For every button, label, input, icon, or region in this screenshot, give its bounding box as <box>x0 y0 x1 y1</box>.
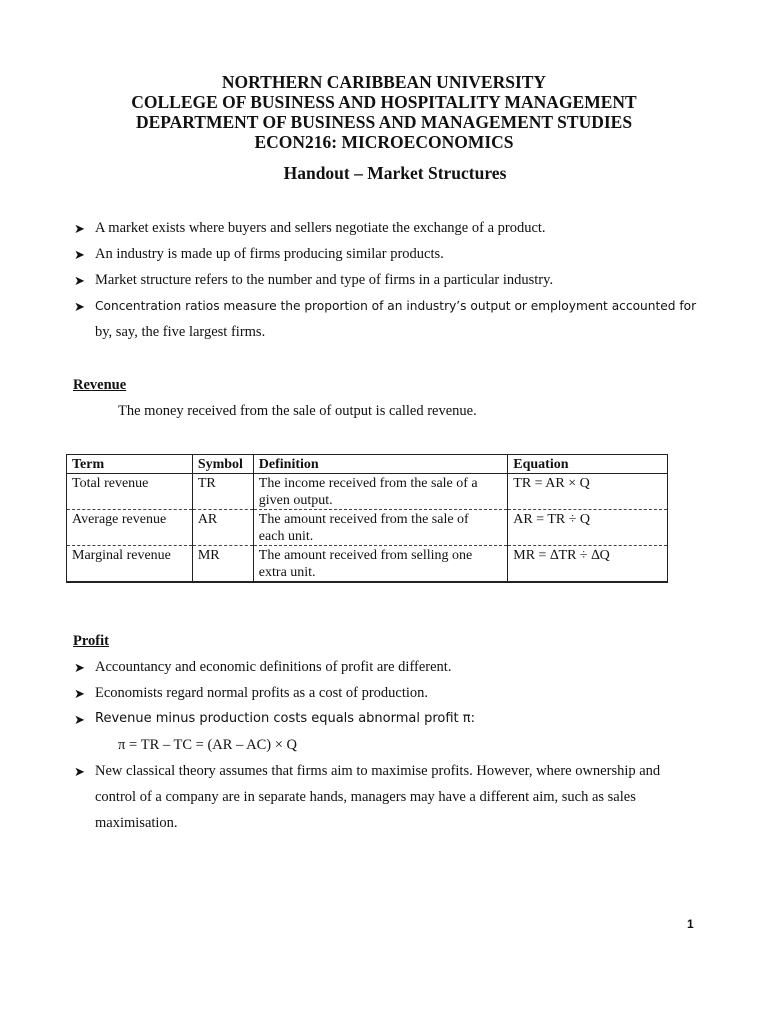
table-row <box>67 510 668 546</box>
table-row <box>67 546 668 583</box>
symbol-cell: TR <box>192 474 253 510</box>
definition-line: extra unit. <box>258 565 316 580</box>
table-header-cell: Definition <box>253 455 507 474</box>
profit-formula: π = TR – TC = (AR – AC) × Q <box>118 737 298 753</box>
university-name: NORTHERN CARIBBEAN UNIVERSITY <box>221 72 547 92</box>
equation-cell: TR = AR × Q <box>508 474 668 510</box>
intro-bullet: A market exists where buyers and sellers negotiate the exchange of a product. <box>95 220 546 236</box>
definition-cell <box>253 510 507 546</box>
bullet-arrow-icon: ➤ <box>74 712 85 727</box>
bullet-arrow-icon: ➤ <box>74 221 85 236</box>
profit-heading: Profit <box>73 633 109 649</box>
symbol-cell: MR <box>192 546 253 583</box>
document-header <box>0 72 768 152</box>
college-name: COLLEGE OF BUSINESS AND HOSPITALITY MANAGEMENT <box>131 92 637 112</box>
definition-line: The income received from the sale of a <box>258 476 478 491</box>
table-header-cell: Symbol <box>192 455 253 474</box>
intro-bullet: Concentration ratios measure the proportion of an industry’s output or employment accounted for <box>95 299 697 313</box>
table-row <box>67 474 668 510</box>
table-header-cell: Term <box>67 455 193 474</box>
equation-cell: AR = TR ÷ Q <box>508 510 668 546</box>
table-header-row <box>67 455 668 474</box>
course-title: ECON216: MICROECONOMICS <box>254 132 514 152</box>
profit-bullet: Revenue minus production costs equals abnormal profit π: <box>95 711 475 726</box>
bullet-arrow-icon: ➤ <box>74 764 85 779</box>
profit-bullet: New classical theory assumes that firms aim to maximise profits. However, where ownership and <box>95 763 661 779</box>
department-name: DEPARTMENT OF BUSINESS AND MANAGEMENT STUDIES <box>135 112 633 132</box>
bullet-arrow-icon: ➤ <box>74 660 85 675</box>
profit-bullet-continuation: maximisation. <box>95 815 178 831</box>
term-cell: Average revenue <box>67 510 193 546</box>
table-header-cell: Equation <box>508 455 668 474</box>
revenue-definition: The money received from the sale of output is called revenue. <box>118 403 477 419</box>
definition-line: The amount received from selling one <box>258 548 473 563</box>
bullet-arrow-icon: ➤ <box>74 299 85 314</box>
term-cell: Total revenue <box>67 474 193 510</box>
symbol-cell: AR <box>192 510 253 546</box>
definition-cell <box>253 546 507 583</box>
intro-bullet: Market structure refers to the number and type of firms in a particular industry. <box>95 272 554 288</box>
bullet-arrow-icon: ➤ <box>74 686 85 701</box>
definition-line: The amount received from the sale of <box>258 512 469 527</box>
profit-bullet: Economists regard normal profits as a cost of production. <box>95 685 429 701</box>
handout-title: Handout – Market Structures <box>283 163 507 183</box>
revenue-heading: Revenue <box>73 377 127 393</box>
revenue-table <box>66 454 668 583</box>
intro-bullet-continuation: by, say, the five largest firms. <box>95 324 266 340</box>
term-cell: Marginal revenue <box>67 546 193 583</box>
definition-line: each unit. <box>258 529 314 544</box>
profit-bullet-continuation: control of a company are in separate hands, managers may have a different aim, such as sales <box>95 789 636 805</box>
intro-bullet: An industry is made up of firms producing similar products. <box>95 246 444 262</box>
definition-line: given output. <box>258 493 333 508</box>
page-number: 1 <box>687 917 694 931</box>
bullet-arrow-icon: ➤ <box>74 247 85 262</box>
definition-cell <box>253 474 507 510</box>
bullet-arrow-icon: ➤ <box>74 273 85 288</box>
equation-cell: MR = ∆TR ÷ ∆Q <box>508 546 668 583</box>
profit-bullet: Accountancy and economic definitions of profit are different. <box>95 659 452 675</box>
